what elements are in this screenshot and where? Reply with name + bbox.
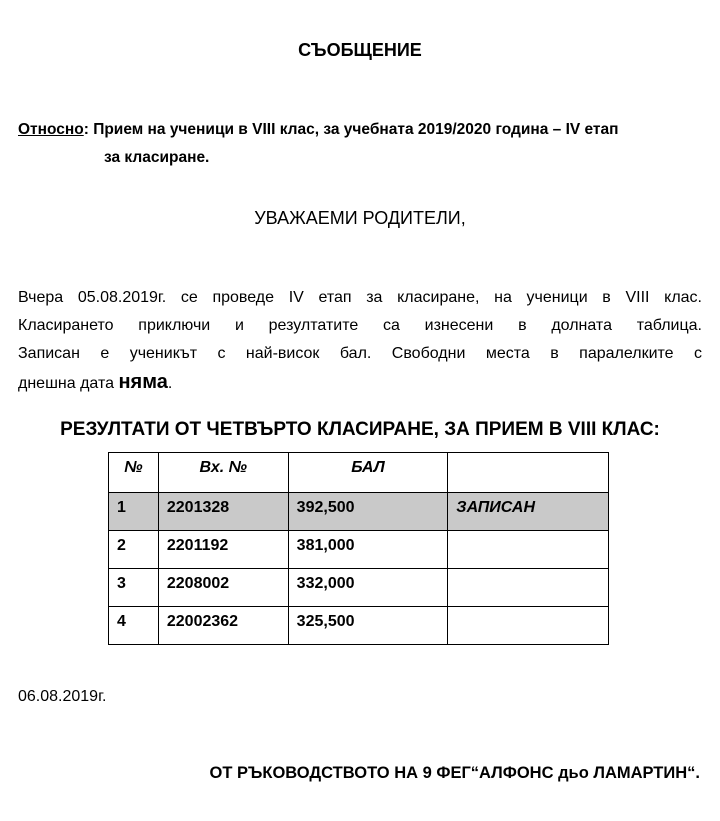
announcement-body bbox=[18, 284, 702, 398]
cell-status: ЗАПИСАН bbox=[448, 493, 609, 531]
cell-status bbox=[448, 531, 609, 569]
document-title: СЪОБЩЕНИЕ bbox=[298, 40, 422, 60]
header-status bbox=[448, 453, 609, 493]
cell-num: 2 bbox=[109, 531, 159, 569]
body-line-2: Класирането приключи и резултатите са изнесени в долната таблица. bbox=[18, 317, 702, 334]
document-date: 06.08.2019г. bbox=[18, 688, 107, 705]
subject-label: Относно bbox=[18, 121, 84, 138]
greeting: УВАЖАЕМИ РОДИТЕЛИ, bbox=[254, 208, 466, 228]
results-heading: РЕЗУЛТАТИ ОТ ЧЕТВЪРТО КЛАСИРАНЕ, ЗА ПРИЕМ В VIII КЛАС: bbox=[60, 419, 660, 440]
body-line-4 bbox=[18, 368, 702, 398]
body-line-4-start: днешна дата bbox=[18, 375, 119, 392]
signature: ОТ РЪКОВОДСТВОТО НА 9 ФЕГ“АЛФОНС дьо ЛАМАРТИН“. bbox=[209, 764, 700, 782]
header-num: № bbox=[109, 453, 159, 493]
header-entry: Вх. № bbox=[158, 453, 288, 493]
subject-block bbox=[18, 116, 708, 172]
header-score: БАЛ bbox=[288, 453, 448, 493]
results-table bbox=[108, 452, 609, 645]
cell-num: 1 bbox=[109, 493, 159, 531]
cell-entry: 2201192 bbox=[158, 531, 288, 569]
cell-entry: 2208002 bbox=[158, 569, 288, 607]
cell-num: 4 bbox=[109, 607, 159, 645]
cell-entry: 22002362 bbox=[158, 607, 288, 645]
table-row bbox=[109, 607, 609, 645]
body-line-3: Записан е ученикът с най-висок бал. Свободни места в паралелките с bbox=[18, 345, 702, 362]
body-line-4-end: . bbox=[167, 375, 173, 392]
cell-status bbox=[448, 607, 609, 645]
table-row bbox=[109, 569, 609, 607]
body-line-1: Вчера 05.08.2019г. се проведе IV етап за класиране, на ученици в VIII клас. bbox=[18, 289, 702, 306]
cell-score: 381,000 bbox=[288, 531, 448, 569]
cell-num: 3 bbox=[109, 569, 159, 607]
cell-status bbox=[448, 569, 609, 607]
cell-score: 325,500 bbox=[288, 607, 448, 645]
body-line-4-emphasis: няма bbox=[118, 371, 168, 393]
subject-line-2: за класиране. bbox=[104, 149, 210, 166]
subject-line-1: : Прием на ученици в VIII клас, за учебната 2019/2020 година – IV етап bbox=[83, 121, 619, 138]
cell-entry: 2201328 bbox=[158, 493, 288, 531]
table-row bbox=[109, 493, 609, 531]
cell-score: 332,000 bbox=[288, 569, 448, 607]
cell-score: 392,500 bbox=[288, 493, 448, 531]
table-header-row bbox=[109, 453, 609, 493]
table-row bbox=[109, 531, 609, 569]
